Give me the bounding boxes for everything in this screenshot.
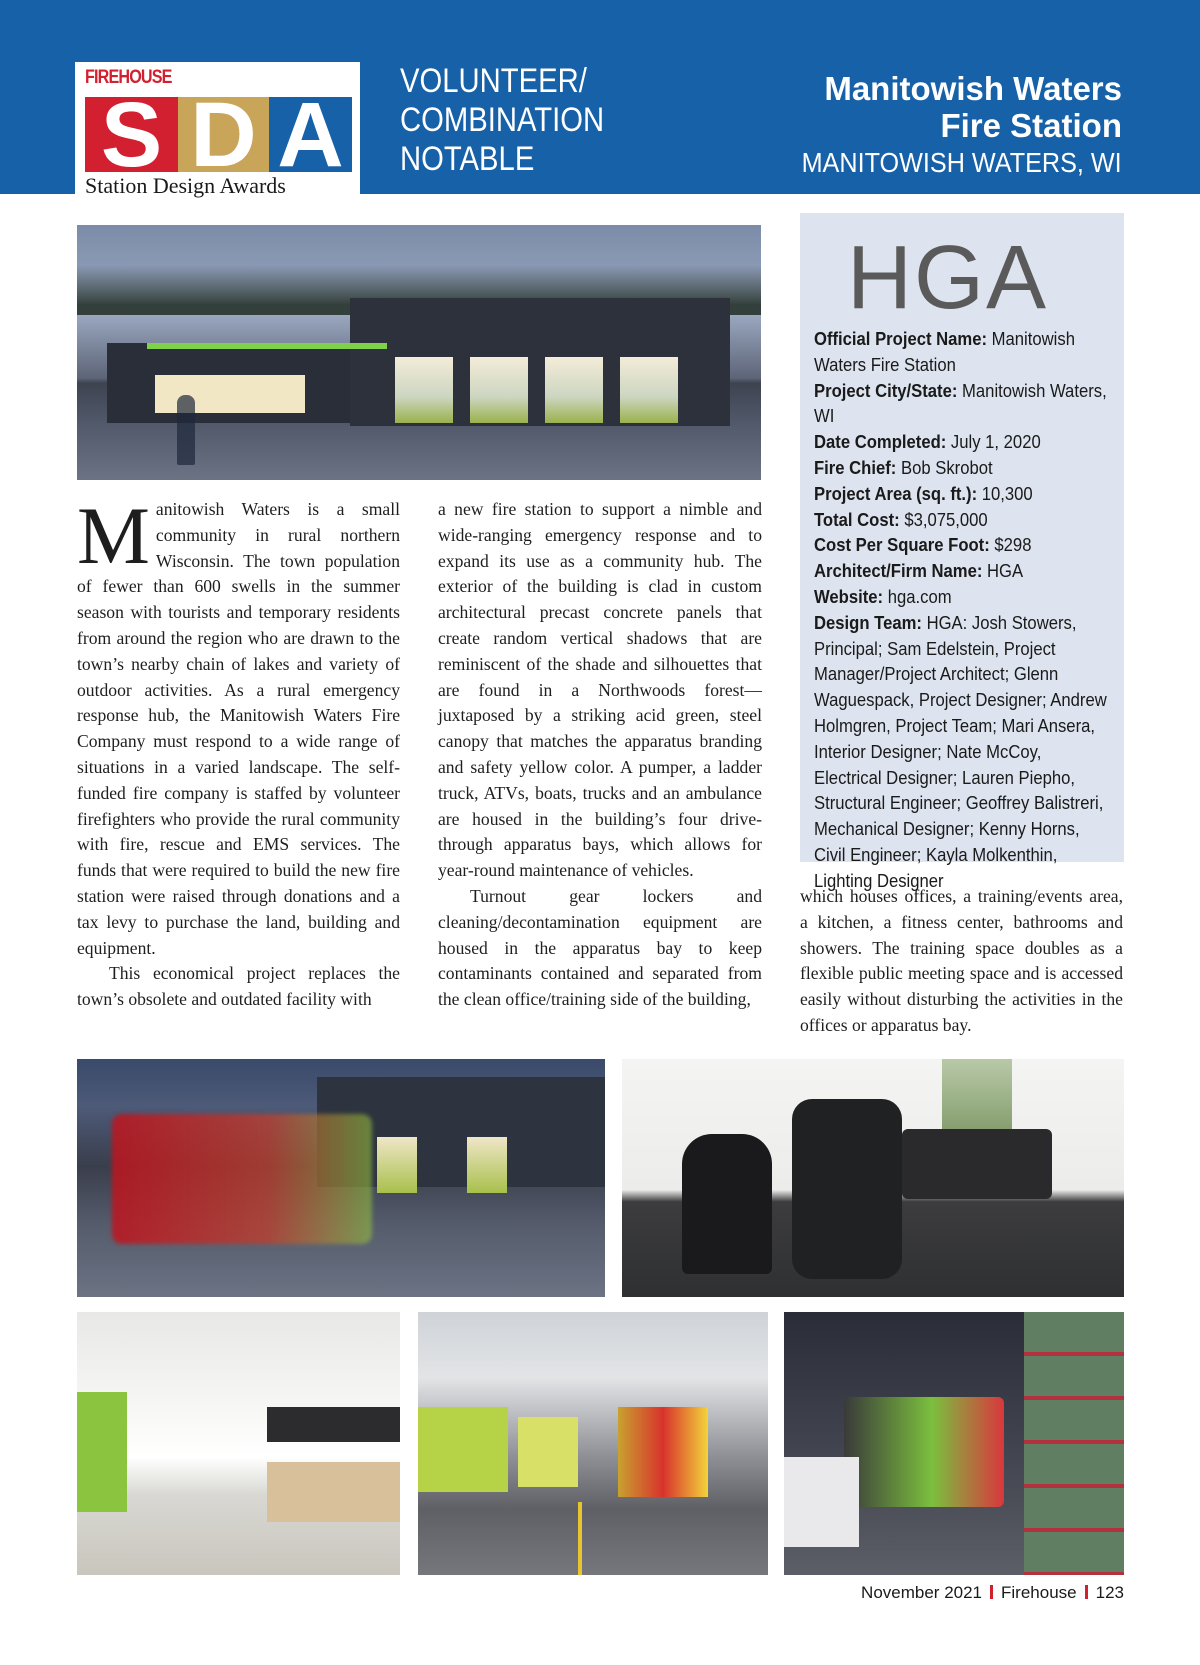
fact-label: Project Area (sq. ft.):: [814, 482, 978, 504]
fact-row: [814, 584, 1111, 610]
fitness-room-photo: [622, 1059, 1124, 1297]
project-facts: [814, 326, 1111, 894]
fact-row: [814, 378, 1111, 430]
fact-row: [814, 558, 1111, 584]
article-column-1: [77, 490, 400, 1013]
photo-person: [177, 395, 195, 465]
fact-label: Architect/Firm Name:: [814, 560, 983, 582]
logo-letter-d: D: [178, 97, 269, 172]
project-fact-box: [800, 213, 1124, 891]
photo-green-canopy: [147, 343, 387, 349]
logo-letter-s: S: [85, 97, 178, 172]
fire-truck-photo: [77, 1059, 605, 1297]
fact-label: Date Completed:: [814, 431, 947, 453]
bay-doors-photo: [784, 1312, 1124, 1575]
photo-bay-door: [620, 357, 678, 423]
category-line: NOTABLE: [400, 140, 535, 178]
photo-truck: [418, 1407, 508, 1492]
hga-logo: HGA: [847, 228, 1049, 328]
fact-label: Website:: [814, 585, 884, 607]
article-paragraph: Turnout gear lockers and cleaning/decontamination equipment are housed in the apparatus bay to keep contaminants contained and separated from the clean office/training side of the building,: [438, 885, 762, 1010]
fact-label: Total Cost:: [814, 508, 900, 530]
fact-value: $298: [994, 534, 1032, 556]
logo-letter-a: A: [269, 97, 352, 172]
article-paragraph: a new fire station to support a nimble and wide-ranging emergency response and to expand its use as a community hub. The exterior of the building is clad in custom architectural precast concrete panels that create random vertical shadows that are reminiscent of the shade and silhouettes that are found in a Northwoods forest—juxtaposed by a striking acid green, steel canopy that matches the apparatus branding and safety yellow color. A pumper, a ladder truck, ATVs, boats, trucks and an ambulance are housed in the building’s four drive-through apparatus bays, which allows for year-round maintenance of vehicles.: [438, 499, 762, 881]
award-category: [400, 62, 604, 179]
station-location: MANITOWISH WATERS, WI: [801, 147, 1122, 178]
photo-fire-truck: [112, 1114, 372, 1244]
fact-value: Manitowish Waters, WI: [814, 379, 1107, 427]
photo-truck: [844, 1397, 1004, 1507]
drop-cap: M: [77, 490, 150, 581]
photo-ambulance: [784, 1457, 859, 1547]
fact-label: Design Team:: [814, 611, 922, 633]
fact-label: Fire Chief:: [814, 456, 897, 478]
page-footer: [861, 1583, 1124, 1603]
fact-label: Project City/State:: [814, 379, 958, 401]
photo-bay-door: [470, 357, 528, 423]
footer-separator: [990, 1585, 993, 1599]
photo-bay-door: [377, 1137, 417, 1193]
fact-value: 10,300: [981, 482, 1033, 504]
fact-row: [814, 326, 1111, 378]
apparatus-bay-photo: [418, 1312, 768, 1575]
fact-value: hga.com: [887, 585, 952, 607]
photo-green-wall: [77, 1392, 127, 1512]
photo-counter: [267, 1462, 400, 1522]
station-title: [824, 70, 1122, 144]
title-line: Manitowish Waters: [824, 70, 1122, 107]
fact-value: HGA: Josh Stowers, Principal; Sam Edelstein, Project Manager/Project Architect; Glenn Waguespack, Project Designer; Andrew Holmgren, Project Team; Mari Ansera, Interior Designer; Nate McCoy, Electrical Designer; Lauren Piepho, Structural Engineer; Geoffrey Balistreri, Mechanical Designer; Kenny Horns, Civil Engineer; Kayla Molkenthin, Lighting Designer: [814, 611, 1107, 891]
category-line: COMBINATION: [400, 101, 605, 139]
article-paragraph: This economical project replaces the town’s obsolete and outdated facility with: [77, 963, 400, 1010]
logo-caption: Station Design Awards: [85, 173, 286, 198]
fact-label: Cost Per Square Foot:: [814, 534, 990, 556]
footer-date: November 2021: [861, 1583, 983, 1602]
photo-truck: [518, 1417, 578, 1487]
fact-label: Official Project Name:: [814, 328, 988, 349]
title-line: Fire Station: [940, 107, 1122, 144]
photo-exercise-bike: [682, 1134, 772, 1274]
photo-bay-door: [467, 1137, 507, 1193]
photo-bay-door: [545, 357, 603, 423]
fact-row: [814, 481, 1111, 507]
photo-elliptical: [792, 1099, 902, 1279]
photo-cabinets: [267, 1407, 400, 1442]
photo-truck: [618, 1407, 708, 1497]
paragraph-text: anitowish Waters is a small community in rural northern Wisconsin. The town population of fewer than 600 swells in the summer season with tourists and temporary residents from around the region who are drawn to the town’s nearby chain of lakes and variety of outdoor activities. As a rural emergency response hub, the Manitowish Waters Fire Company must respond to a wide range of situations in a varied landscape. The self-funded fire company is staffed by volunteer firefighters who provide the rural community with fire, rescue and EMS services. The funds that were required to build the new fire station were raised through donations and a tax levy to purchase the land, building and equipment.: [77, 499, 400, 958]
article-paragraph: which houses offices, a training/events area, a kitchen, a fitness center, bathrooms and showers. The training space doubles as a flexible public meeting space and is accessed easily without disturbing the activities in the offices or apparatus bay.: [800, 886, 1123, 1035]
category-line: VOLUNTEER/: [400, 62, 587, 100]
sda-logo: [75, 62, 360, 203]
photo-bay-door: [395, 357, 453, 423]
article-column-2: [438, 497, 762, 1013]
page-number: 123: [1095, 1583, 1124, 1602]
fact-value: July 1, 2020: [950, 431, 1041, 453]
fact-row: [814, 429, 1111, 455]
photo-floor-line: [578, 1502, 582, 1575]
photo-weight-rack: [902, 1129, 1052, 1199]
photo-glass-doors: [1024, 1312, 1124, 1575]
footer-magazine: Firehouse: [1001, 1583, 1077, 1602]
exterior-night-photo: [77, 225, 761, 480]
fact-row: [814, 532, 1111, 558]
kitchen-training-photo: [77, 1312, 400, 1575]
fact-value: $3,075,000: [904, 508, 988, 530]
footer-separator: [1085, 1585, 1088, 1599]
fact-value: Bob Skrobot: [900, 456, 993, 478]
article-paragraph: [77, 490, 400, 961]
fact-value: HGA: [987, 560, 1024, 582]
article-column-3: [800, 884, 1123, 1039]
fact-value: Manitowish Waters Fire Station: [814, 328, 1075, 375]
fact-row: [814, 455, 1111, 481]
fact-row: [814, 507, 1111, 533]
logo-firehouse-text: FIREHOUSE: [85, 67, 172, 88]
fact-row: [814, 610, 1111, 894]
